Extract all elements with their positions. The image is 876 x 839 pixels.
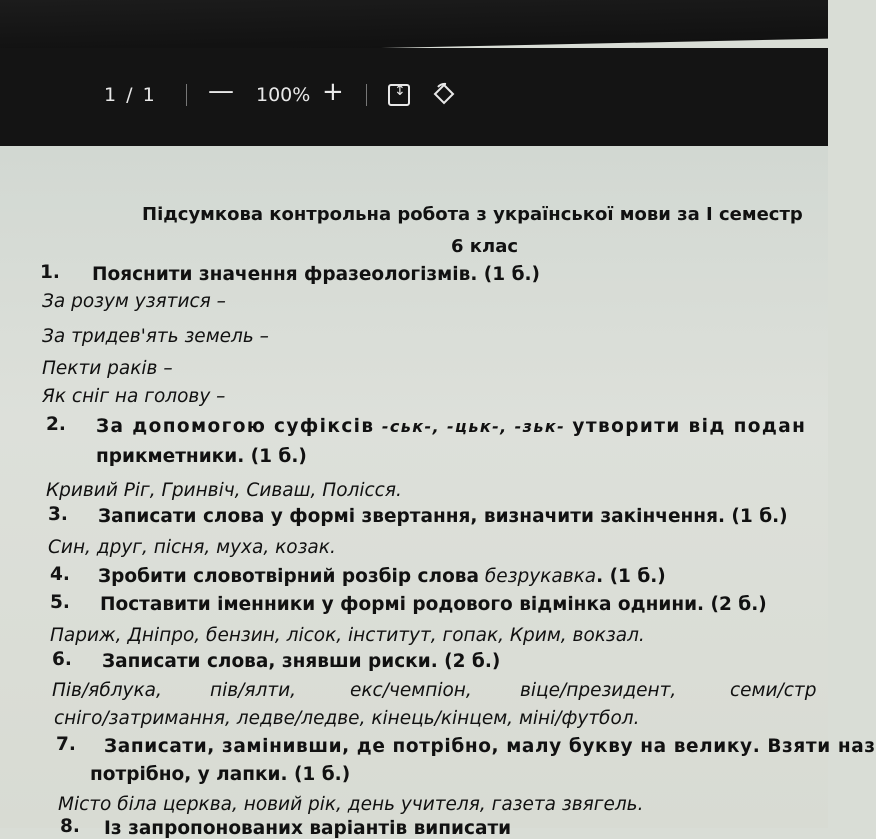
- zoom-out-button[interactable]: —: [208, 76, 234, 106]
- suffix-list: -ськ-, -цьк-, -зьк-: [381, 417, 566, 436]
- task-word: екс/чемпіон,: [350, 680, 472, 701]
- task-number: 3.: [48, 504, 68, 525]
- task-number: 2.: [46, 414, 66, 435]
- task-text: Із запропонованих варіантів виписати: [104, 818, 512, 839]
- task-number: 6.: [52, 649, 72, 670]
- task-word: віце/президент,: [520, 680, 677, 701]
- task-text: Поставити іменники у формі родового відмінка однини. (2 б.): [100, 594, 767, 615]
- task-number: 5.: [50, 592, 70, 613]
- analysis-word: безрукавка: [484, 566, 597, 587]
- rotate-icon[interactable]: [432, 82, 456, 106]
- task-word: пів/ялти,: [210, 680, 297, 701]
- task-text: [98, 566, 666, 587]
- task-text-part: утворити від подан: [572, 416, 807, 437]
- task-number: 8.: [60, 816, 80, 837]
- grade-label: 6 клас: [451, 236, 519, 257]
- task-text: прикметники. (1 б.): [96, 446, 307, 467]
- phrase: За тридев'ять земель –: [42, 326, 269, 347]
- pdf-toolbar: [0, 48, 828, 146]
- page-title: Підсумкова контрольна робота з української мови за І семестр: [142, 204, 803, 225]
- task-words: Париж, Дніпро, бензин, лісок, інститут, гопак, Крим, вокзал.: [50, 625, 645, 646]
- task-text: Пояснити значення фразеологізмів. (1 б.): [92, 264, 540, 285]
- task-number: 1.: [40, 262, 60, 283]
- document-page: [0, 146, 876, 839]
- phrase: Пекти раків –: [42, 358, 173, 379]
- task-words: сніго/затримання, ледве/ледве, кінець/кінцем, міні/футбол.: [54, 708, 640, 729]
- toolbar-divider: [186, 84, 187, 106]
- task-number: 4.: [50, 564, 70, 585]
- task-words: Кривий Ріг, Гринвіч, Сиваш, Полісся.: [46, 480, 402, 501]
- task-word: Пів/яблука,: [52, 680, 162, 701]
- task-words: Син, друг, пісня, муха, козак.: [48, 537, 336, 558]
- phrase: За розум узятися –: [42, 291, 226, 312]
- toolbar-divider: [366, 84, 367, 106]
- task-words: Місто біла церква, новий рік, день учителя, газета звягель.: [58, 794, 644, 815]
- task-text: Записати слова у формі звертання, визначити закінчення. (1 б.): [98, 506, 788, 527]
- zoom-level: 100%: [256, 84, 311, 106]
- task-text-part: Зробити словотвірний розбір слова: [98, 566, 479, 587]
- task-number: 7.: [56, 734, 76, 755]
- task-word: семи/стр: [730, 680, 817, 701]
- zoom-in-button[interactable]: +: [322, 77, 344, 107]
- task-text: [96, 416, 806, 437]
- phrase: Як сніг на голову –: [42, 386, 226, 407]
- task-text: Записати слова, знявши риски. (2 б.): [102, 651, 501, 672]
- task-text: потрібно, у лапки. (1 б.): [90, 764, 351, 785]
- task-text-part: . (1 б.): [596, 566, 666, 587]
- task-text: Записати, замінивши, де потрібно, малу букву на велику. Взяти наз: [104, 736, 876, 757]
- task-text-part: За допомогою суфіксів: [96, 416, 375, 437]
- fit-to-page-icon[interactable]: [388, 84, 410, 106]
- page-indicator[interactable]: 1 / 1: [104, 84, 157, 106]
